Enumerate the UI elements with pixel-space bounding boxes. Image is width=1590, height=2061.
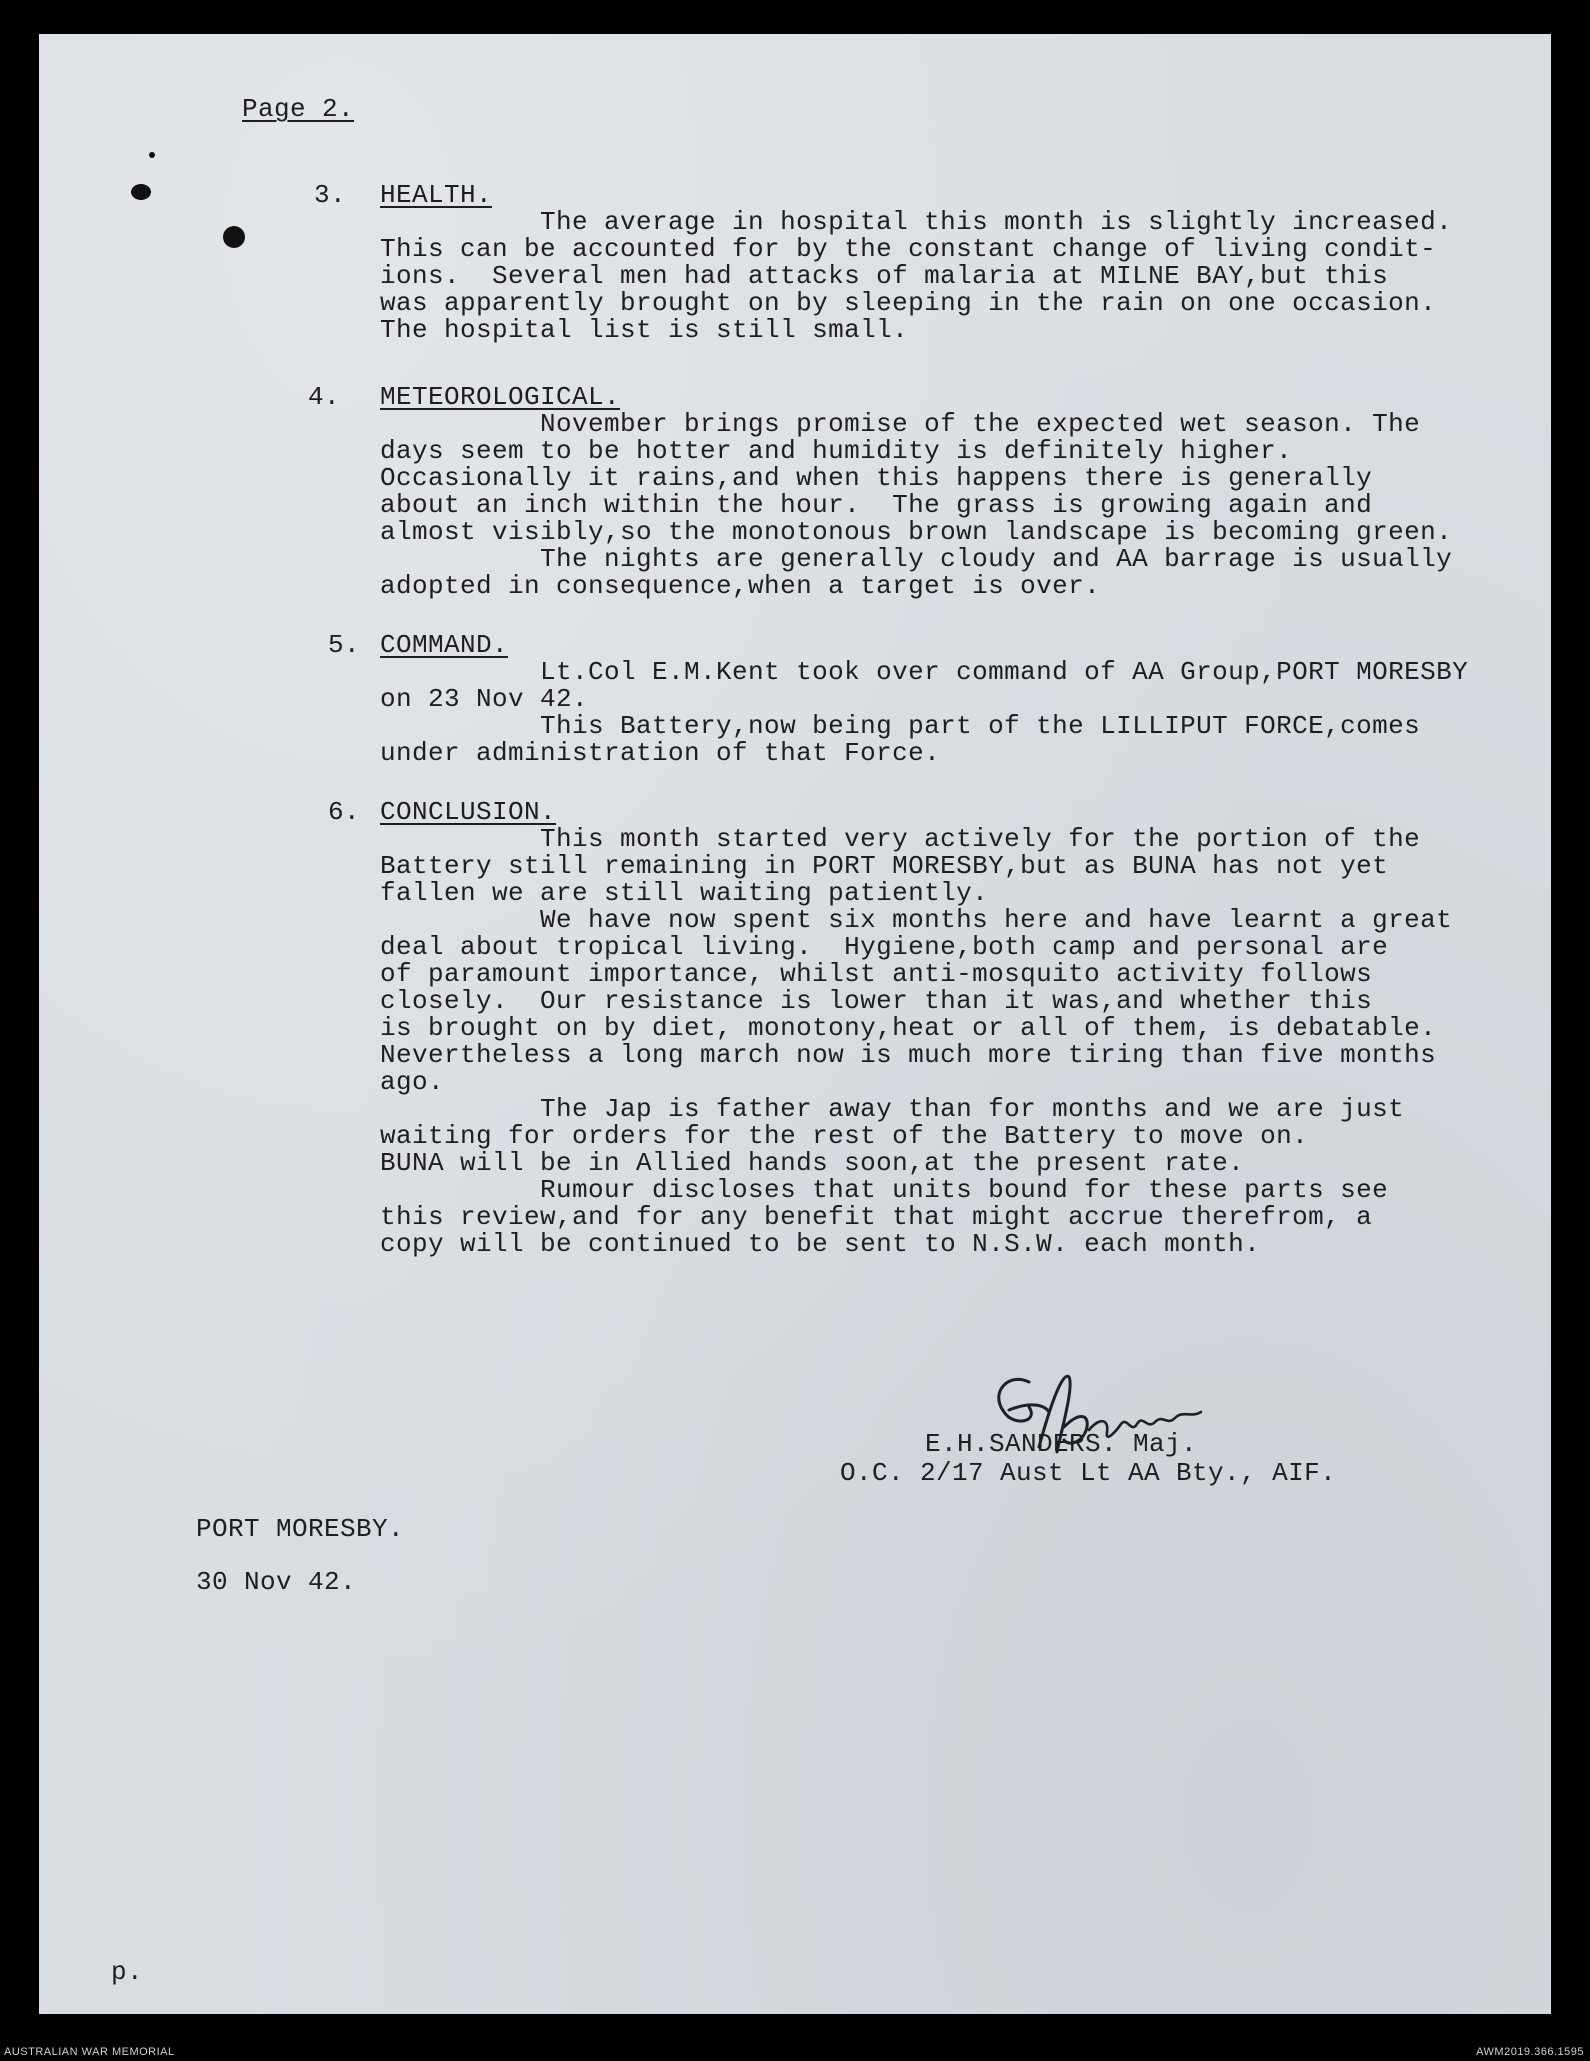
body-line: Nevertheless a long march now is much more tiring than five months	[380, 1040, 1437, 1070]
body-line: BUNA will be in Allied hands soon,at the present rate.	[380, 1148, 1245, 1178]
body-line: adopted in consequence,when a target is over.	[380, 571, 1101, 601]
section-heading: CONCLUSION.	[380, 797, 557, 827]
body-line: This month started very actively for the portion of the	[380, 824, 1421, 854]
body-line: Lt.Col E.M.Kent took over command of AA Group,PORT MORESBY	[380, 657, 1469, 687]
body-line: on 23 Nov 42.	[380, 684, 589, 714]
document-page	[39, 34, 1551, 2014]
body-line: Battery still remaining in PORT MORESBY,but as BUNA has not yet	[380, 851, 1389, 881]
body-line: fallen we are still waiting patiently.	[380, 878, 989, 908]
footer-right: AWM2019.366.1595	[1476, 2046, 1584, 2058]
body-line: almost visibly,so the monotonous brown landscape is becoming green.	[380, 517, 1453, 547]
body-line: The hospital list is still small.	[380, 315, 909, 345]
body-line: This Battery,now being part of the LILLIPUT FORCE,comes	[380, 711, 1421, 741]
body-line: Occasionally it rains,and when this happens there is generally	[380, 463, 1373, 493]
footer-left: AUSTRALIAN WAR MEMORIAL	[4, 2046, 175, 2058]
body-line: The average in hospital this month is slightly increased.	[380, 207, 1453, 237]
date: 30 Nov 42.	[196, 1567, 357, 1597]
body-line: under administration of that Force.	[380, 738, 941, 768]
body-line: this review,and for any benefit that might accrue therefrom, a	[380, 1202, 1373, 1232]
signatory-title: O.C. 2/17 Aust Lt AA Bty., AIF.	[840, 1458, 1337, 1488]
signatory-name: E.H.SANDERS. Maj.	[925, 1429, 1198, 1459]
section-number: 6.	[328, 797, 361, 827]
body-line: This can be accounted for by the constant change of living condit-	[380, 234, 1437, 264]
punch-hole	[131, 184, 151, 200]
body-line: We have now spent six months here and have learnt a great	[380, 905, 1453, 935]
section-number: 3.	[314, 180, 347, 210]
body-line: was apparently brought on by sleeping in the rain on one occasion.	[380, 288, 1437, 318]
section-heading: METEOROLOGICAL.	[380, 382, 621, 412]
body-line: The nights are generally cloudy and AA barrage is usually	[380, 544, 1453, 574]
body-line: copy will be continued to be sent to N.S.W. each month.	[380, 1229, 1261, 1259]
page-label: Page 2.	[242, 94, 355, 124]
section-heading: HEALTH.	[380, 180, 493, 210]
section-heading: COMMAND.	[380, 630, 509, 660]
body-line: closely. Our resistance is lower than it was,and whether this	[380, 986, 1373, 1016]
punch-hole	[223, 226, 245, 248]
body-line: about an inch within the hour. The grass is growing again and	[380, 490, 1373, 520]
body-line: of paramount importance, whilst anti-mosquito activity follows	[380, 959, 1373, 989]
body-line: is brought on by diet, monotony,heat or all of them, is debatable.	[380, 1013, 1437, 1043]
body-line: ago.	[380, 1067, 445, 1097]
punch-hole	[149, 152, 155, 158]
body-line: waiting for orders for the rest of the Battery to move on.	[380, 1121, 1309, 1151]
body-line: November brings promise of the expected wet season. The	[380, 409, 1421, 439]
body-line: days seem to be hotter and humidity is definitely higher.	[380, 436, 1293, 466]
body-line: deal about tropical living. Hygiene,both camp and personal are	[380, 932, 1389, 962]
section-number: 4.	[308, 382, 341, 412]
body-line: The Jap is father away than for months and we are just	[380, 1094, 1405, 1124]
page-mark: p.	[111, 1957, 144, 1987]
place: PORT MORESBY.	[196, 1514, 405, 1544]
body-line: ions. Several men had attacks of malaria at MILNE BAY,but this	[380, 261, 1389, 291]
body-line: Rumour discloses that units bound for these parts see	[380, 1175, 1389, 1205]
section-number: 5.	[328, 630, 361, 660]
